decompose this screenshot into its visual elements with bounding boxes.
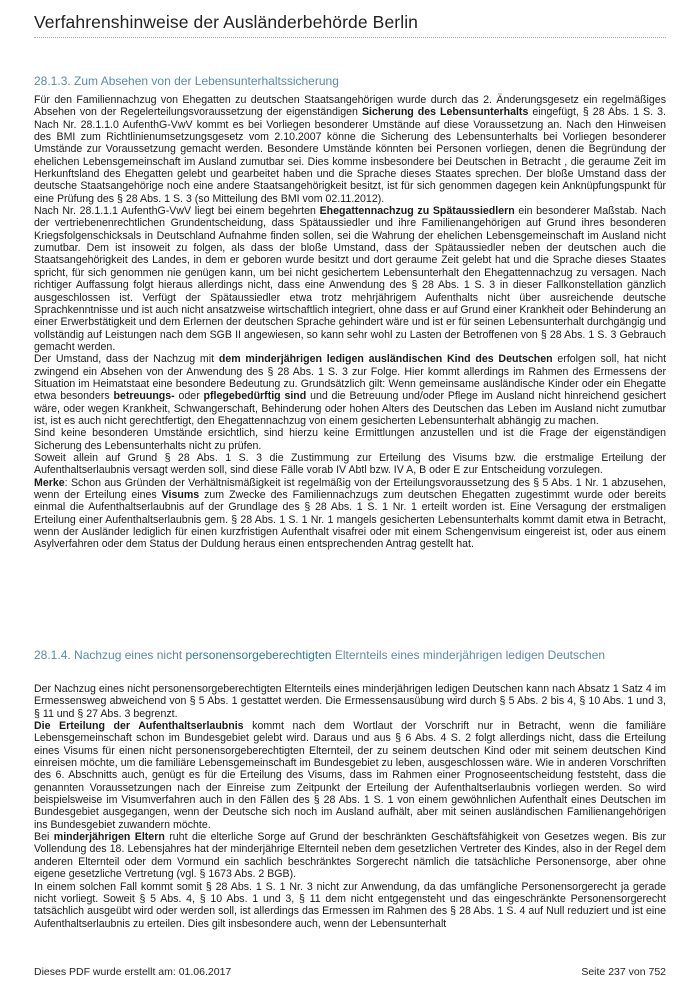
text-run: eingefügt, § 28 Abs. 1 S. 3. Nach Nr. 28.1.1.0 AufenthG-VwV kommt es bei Vorliegen besonderer Umstände auf diese Voraussetzung an. Nach den Hinweisen des BMI zum Richtlinienumsetzungsgesetz vom 2.10.2007 könne die Sicherung des Lebensunterhalts bei Vorliegen besonderer Umstände zur Voraussetzung gemacht werden. Besondere Umstände könnten bei Personen vorliegen, denen die Begründung der ehelichen Lebensgemeinschaft im Ausland zumutbar sei. Dies komme insbesondere bei Deutschen in Betracht , die geraume Zeit im Herkunftsland des Ehegatten gelebt und gearbeitet haben und die Sprache dieses Staates sprechen. Der bloße Umstand dass der deutsche Staatsangehörige noch eine andere Staatsangehörigkeit besitzt, ist für sich genommen dagegen kein Anknüpfungspunkt für eine Prüfung des § 28 Abs. 1 S. 3 (so Mitteilung des BMI vom 02.11.2012). [34, 106, 666, 205]
text-run: Sind keine besonderen Umstände ersichtlich, sind hierzu keine Ermittlungen anzustellen und ist die Frage der eigenständigen Sicherung des Lebensunterhalts nicht zu prüfen. [34, 427, 666, 452]
paragraph [34, 881, 666, 930]
section-heading-28-1-3: 28.1.3. Zum Absehen von der Lebensunterhaltssicherung [34, 74, 339, 88]
paragraph [34, 477, 666, 551]
text-run: In einem solchen Fall kommt somit § 28 Abs. 1 S. 1 Nr. 3 nicht zur Anwendung, da das umfängliche Personensorgerecht ja gerade nicht vorliegt. Soweit § 5 Abs. 4, § 10 Abs. 1 und 3, § 11 dem nicht entgegensteht und das eingeschränkte Personensorgerecht tatsächlich ausgeübt wird oder werden soll, ist allerdings das Ermessen im Rahmen des § 28 Abs. 1 S. 4 auf Null reduziert und ist eine Aufenthaltserlaubnis zu erteilen. Dies gilt insbesondere auch, wenn der Lebensunterhalt [34, 880, 666, 930]
text-run: Der Nachzug eines nicht personensorgeberechtigten Elternteils eines minderjährigen ledigen Deutschen kann nach Absatz 1 Satz 4 im Ermessensweg abweichend von § 5 Abs. 1 gestattet werden. Die Ermessensausübung wird durch § 5 Abs. 2 bis 4, § 10 Abs. 1 und 3, § 11 und § 27 Abs. 3 begrenzt. [34, 683, 666, 720]
bold-text: Sicherung des Lebensunterhalts [361, 106, 529, 119]
section-28-1-3-body [34, 94, 666, 551]
text-run: Für den Familiennachzug von Ehegatten zu deutschen Staatsangehörigen wurde durch das 2. Änderungsgesetz ein regelmäßiges Absehen von der Regelerteilungsvoraussetzung der eigenständigen [34, 94, 666, 119]
text-run: Nach Nr. 28.1.1.1 AufenthG-VwV liegt bei einem begehrten [34, 205, 320, 218]
text-run: Soweit allein auf Grund § 28 Abs. 1 S. 3 die Zustimmung zur Erteilung des Visums bzw. die erstmalige Erteilung der Aufenthaltserlaubnis versagt werden soll, sind diese Fälle vorab IV Abtl bzw. IV A, B oder E zur Entscheidung vorzulegen. [34, 451, 666, 477]
text-run: kommt nach dem Wortlaut der Vorschrift nur in Betracht, wenn die familiäre Lebensgemeinschaft schon im Bundesgebiet gelebt wird. Daraus und aus § 6 Abs. 4 S. 2 folgt allerdings nicht, dass die Erteilung eines Visums für einen nicht personensorgeberechtigten Elternteil, der zu seinem deutschen Kind oder mit seinem deutschen Kind einreisen möchte, um die familiäre Lebensgemeinschaft im Bundesgebiet zu leben, ausgeschlossen wäre. Wie in anderen Vorschriften des 6. Abschnitts auch, genügt es für die Erteilung des Visums, dass im Rahmen einer Prognoseentscheidung feststeht, dass die genannten Voraussetzungen nach der Einreise zum Zeitpunkt der Erteilung der Aufenthaltserlaubnis vorliegen werden. So wird beispielsweise im Visumverfahren auch in den Fällen des § 28 Abs. 1 S. 1 von einem gewöhnlichen Aufenthalt eines Deutschen im Bundesgebiet ausgegangen, wenn der Deutsche sich noch im Ausland aufhält, aber mit seinen ausländischen Familienangehörigen ins Bundesgebiet zuwandern möchte. [34, 720, 666, 831]
bold-text: betreuungs- [113, 390, 175, 403]
document-title: Verfahrenshinweise der Ausländerbehörde Berlin [34, 12, 419, 32]
paragraph [34, 720, 666, 831]
text-run: erfolgen soll, hat nicht zwingend ein Absehen von der Anwendung des § 28 Abs. 1 S. 3 zur Folge. Hier kommt allerdings im Rahmen des Ermessens der Situation im Heimatstaat eine besondere Bedeutung zu. Grundsätzlich gilt: Wenn gemeinsame ausländische Kinder oder ein Ehegatte etwa besonders [34, 353, 667, 403]
bold-text: Die Erteilung der Aufenthaltserlaubnis [34, 720, 244, 733]
text-run: Der Umstand, dass der Nachzug mit [34, 353, 219, 366]
heading-highlight: personensorgeberechtigten [185, 648, 332, 662]
paragraph [34, 205, 666, 353]
bold-text: Merke [34, 476, 65, 489]
paragraph [34, 452, 666, 477]
creation-date: Dieses PDF wurde erstellt am: 01.06.2017 [34, 966, 232, 978]
paragraph [34, 94, 666, 205]
page-number: Seite 237 von 752 [581, 966, 666, 978]
text-run: : Schon aus Gründen der Verhältnismäßigkeit ist regelmäßig von der Erteilungsvoraussetzung des § 5 Abs. 1 Nr. 1 abzusehen, wenn der Erteilung eines [34, 476, 666, 501]
text-run: und die Betreuung und/oder Pflege im Ausland nicht hinreichend gesichert wäre, oder wegen Krankheit, Schwangerschaft, Behinderung oder hohen Alters des Deutschen das Leben im Ausland nicht zumutbar ist, ist es auch nicht gerechtfertigt, den Ehegattennachzug von einem gesicherten Lebensunterhalt abhängig zu machen. [34, 390, 666, 427]
bold-text: Visums [161, 489, 200, 501]
text-run: zum Zwecke des Familiennachzugs zum deutschen Ehegatten zugestimmt wurde oder bereits einmal die Aufenthaltserlaubnis auf der Grundlage des § 28 Abs. 1 S. 1 Nr. 1 erteilt worden ist. Eine Versagung der erstmaligen Erteilung einer Aufenthaltserlaubnis gem. § 28 Abs. 1 S. 1 Nr. 1 mangels gesicherten Lebensunterhalts kommt damit etwa in Betracht, wenn der Ausländer lediglich für einen kurzfristigen Aufenthalt visafrei oder mit einem Schengenvisum eingereist ist, oder aus einem Asylverfahren oder dem Status der Duldung heraus einen entsprechenden Antrag gestellt hat. [34, 489, 666, 551]
section-28-1-4-body [34, 683, 666, 930]
text-run: ruht die elterliche Sorge auf Grund der beschränkten Geschäftsfähigkeit von Gesetzes wegen. Bis zur Vollendung des 18. Lebensjahres hat der minderjährige Elternteil neben dem gesetzlichen Vertreter des Kindes, also in der Regel dem anderen Elternteil oder dem Vormund ein sachlich beschränktes Sorgerecht nämlich die tatsächliche Personensorge, aber ohne eigene gesetzliche Vertretung (vgl. § 1673 Abs. 2 BGB). [34, 831, 666, 881]
text-run: ein besonderer Maßstab. Nach der vertriebenenrechtlichen Grundentscheidung, dass Spätaussiedler und ihre Familienangehörigen auf Grund ihres besonderen Kriegsfolgenschicksals in Deutschland Aufnahme finden sollen, sei die Wahrung der ehelichen Lebensgemeinschaft im Ausland nicht zumutbar. Dem ist insoweit zu folgen, als dass der bloße Umstand, dass der Spätaussiedler neben der deutschen auch die Staatsangehörigkeit des Landes, in dem er geboren wurde besitzt und dort geraume Zeit gelebt hat und die Sprache dieses Staates spricht, für sich genommen nie genügen kann, um bei nicht gesichertem Lebensunterhalt den Ehegattennachzug zu versagen. Nach richtiger Auffassung folgt hieraus allerdings nicht, dass eine Anwendung des § 28 Abs. 1 S. 3 in dieser Fallkonstellation gänzlich ausgeschlossen ist. Verfügt der Spätaussiedler etwa trotz mehrjährigem Aufenthalts nicht über ausreichende deutsche Sprachkenntnisse und ist auch nicht ansatzweise wirtschaftlich integriert, ohne dass er auf Grund einer Krankheit oder Behinderung an einer Erwerbstätigkeit und dem Erlernen der deutschen Sprache gehindert wäre und ist er für seinen Lebensunterhalt durchgängig und vollständig auf Leistungen nach dem SGB II angewiesen, so kann sehr wohl zu Lasten der Betroffenen von § 28 Abs. 1 S. 3 Gebrauch gemacht werden. [34, 205, 666, 353]
paragraph [34, 831, 666, 880]
paragraph [34, 353, 666, 427]
text-run: oder [174, 390, 204, 403]
section-heading-28-1-4 [34, 648, 666, 662]
text-run: Bei [34, 831, 54, 844]
page-header [34, 12, 666, 38]
paragraph [34, 427, 666, 452]
heading-prefix: 28.1.4. Nachzug eines nicht [34, 648, 186, 662]
bold-text: minderjährigen Eltern [53, 831, 165, 844]
bold-text: Ehegattennachzug zu Spätaussiedlern [319, 205, 515, 218]
paragraph [34, 683, 666, 720]
bold-text: pflegebedürftig sind [203, 390, 307, 403]
heading-suffix: Elternteils eines minderjährigen ledigen Deutschen [331, 648, 606, 662]
bold-text: dem minderjährigen ledigen ausländischen Kind des Deutschen [218, 353, 553, 366]
